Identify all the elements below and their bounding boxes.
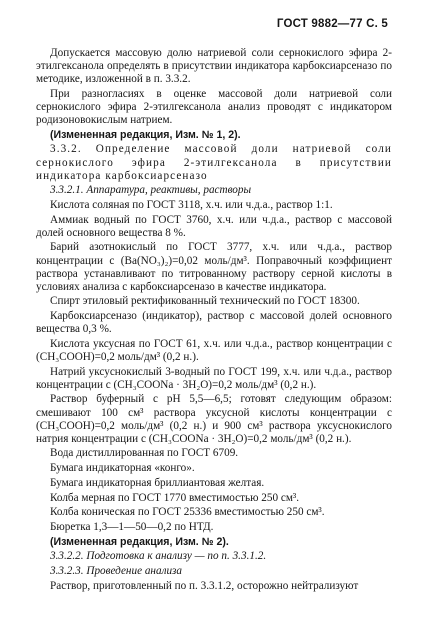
paragraph: Барий азотнокислый по ГОСТ 3777, х.ч. или ч.д.а., раствор концентрации c (Ba(NO₃)₂)=0,02 моль/дм³. Поправочный коэффициент раствора устанавливают по титрованному раствору серной кислоты в условиях анализа с карбоксиарсеназо в качестве индикатора. [36, 241, 392, 293]
subsection-heading: 3.3.2.2. Подготовка к анализу — по п. 3.3.1.2. [50, 550, 267, 563]
paragraph: Вода дистиллированная по ГОСТ 6709. [50, 447, 239, 460]
page-header: ГОСТ 9882—77 С. 5 [276, 18, 388, 30]
paragraph: Колба мерная по ГОСТ 1770 вместимостью 250 см³. [50, 491, 300, 504]
subsection-heading: 3.3.2.3. Проведение анализа [50, 564, 183, 577]
document-body [36, 47, 392, 594]
subsection-heading: 3.3.2.1. Аппаратура, реактивы, растворы [50, 184, 252, 197]
paragraph: При разногласиях в оценке массовой доли натриевой соли сернокислого эфира 2-этилгексанола анализ проводят с индикатором родизоновокислым натрием. [36, 87, 392, 127]
edition-note: (Измененная редакция, Изм. № 1, 2). [50, 128, 241, 141]
paragraph: Бюретка 1,3—1—50—0,2 по НТД. [50, 520, 214, 533]
paragraph: Колба коническая по ГОСТ 25336 вместимостью 250 см³. [50, 506, 325, 519]
paragraph: Карбоксиарсеназо (индикатор), раствор с массовой долей основного вещества 0,3 %. [36, 310, 392, 336]
paragraph: Натрий уксуснокислый 3-водный по ГОСТ 199, х.ч. или ч.д.а., раствор концентрации c (CH₃COONa · 3H₂O)=0,2 моль/дм³ (0,2 н.). [36, 365, 392, 391]
edition-note: (Измененная редакция, Изм. № 2). [50, 535, 229, 548]
section-heading: 3.3.2. Определение массовой доли натриевой соли сернокислого эфира 2-этилгексанола в присутствии индикатора карбоксиарсеназо [36, 143, 392, 182]
paragraph: Допускается массовую долю натриевой соли сернокислого эфира 2-этилгексанола определять в присутствии индикатора карбоксиарсеназо по методике, изложенной в п. 3.3.2. [36, 47, 392, 86]
paragraph: Бумага индикаторная бриллиантовая желтая. [50, 476, 265, 489]
paragraph: Раствор, приготовленный по п. 3.3.1.2, осторожно нейтрализуют [50, 579, 359, 592]
paragraph: Раствор буферный с pH 5,5—6,5; готовят следующим образом: смешивают 100 см³ раствора уксусной кислоты концентрации c (CH₃COOH)=0,2 моль/дм³ (0,2 н.) и 900 см³ раствора уксуснокислого натрия концентрации c (CH₃COONa · 3H₂O)=0,2 моль/дм³ (0,2 н.). [36, 393, 392, 445]
paragraph: Кислота соляная по ГОСТ 3118, х.ч. или ч.д.а., раствор 1:1. [50, 199, 333, 211]
paragraph: Кислота уксусная по ГОСТ 61, х.ч. или ч.д.а., раствор концентрации c (CH₃COOH)=0,2 моль/дм³ (0,2 н.). [36, 337, 392, 363]
paragraph: Спирт этиловый ректификованный технический по ГОСТ 18300. [50, 295, 360, 308]
paragraph: Аммиак водный по ГОСТ 3760, х.ч. или ч.д.а., раствор с массовой долей основного вещества 8 %. [36, 213, 392, 239]
paragraph: Бумага индикаторная «конго». [50, 462, 195, 475]
